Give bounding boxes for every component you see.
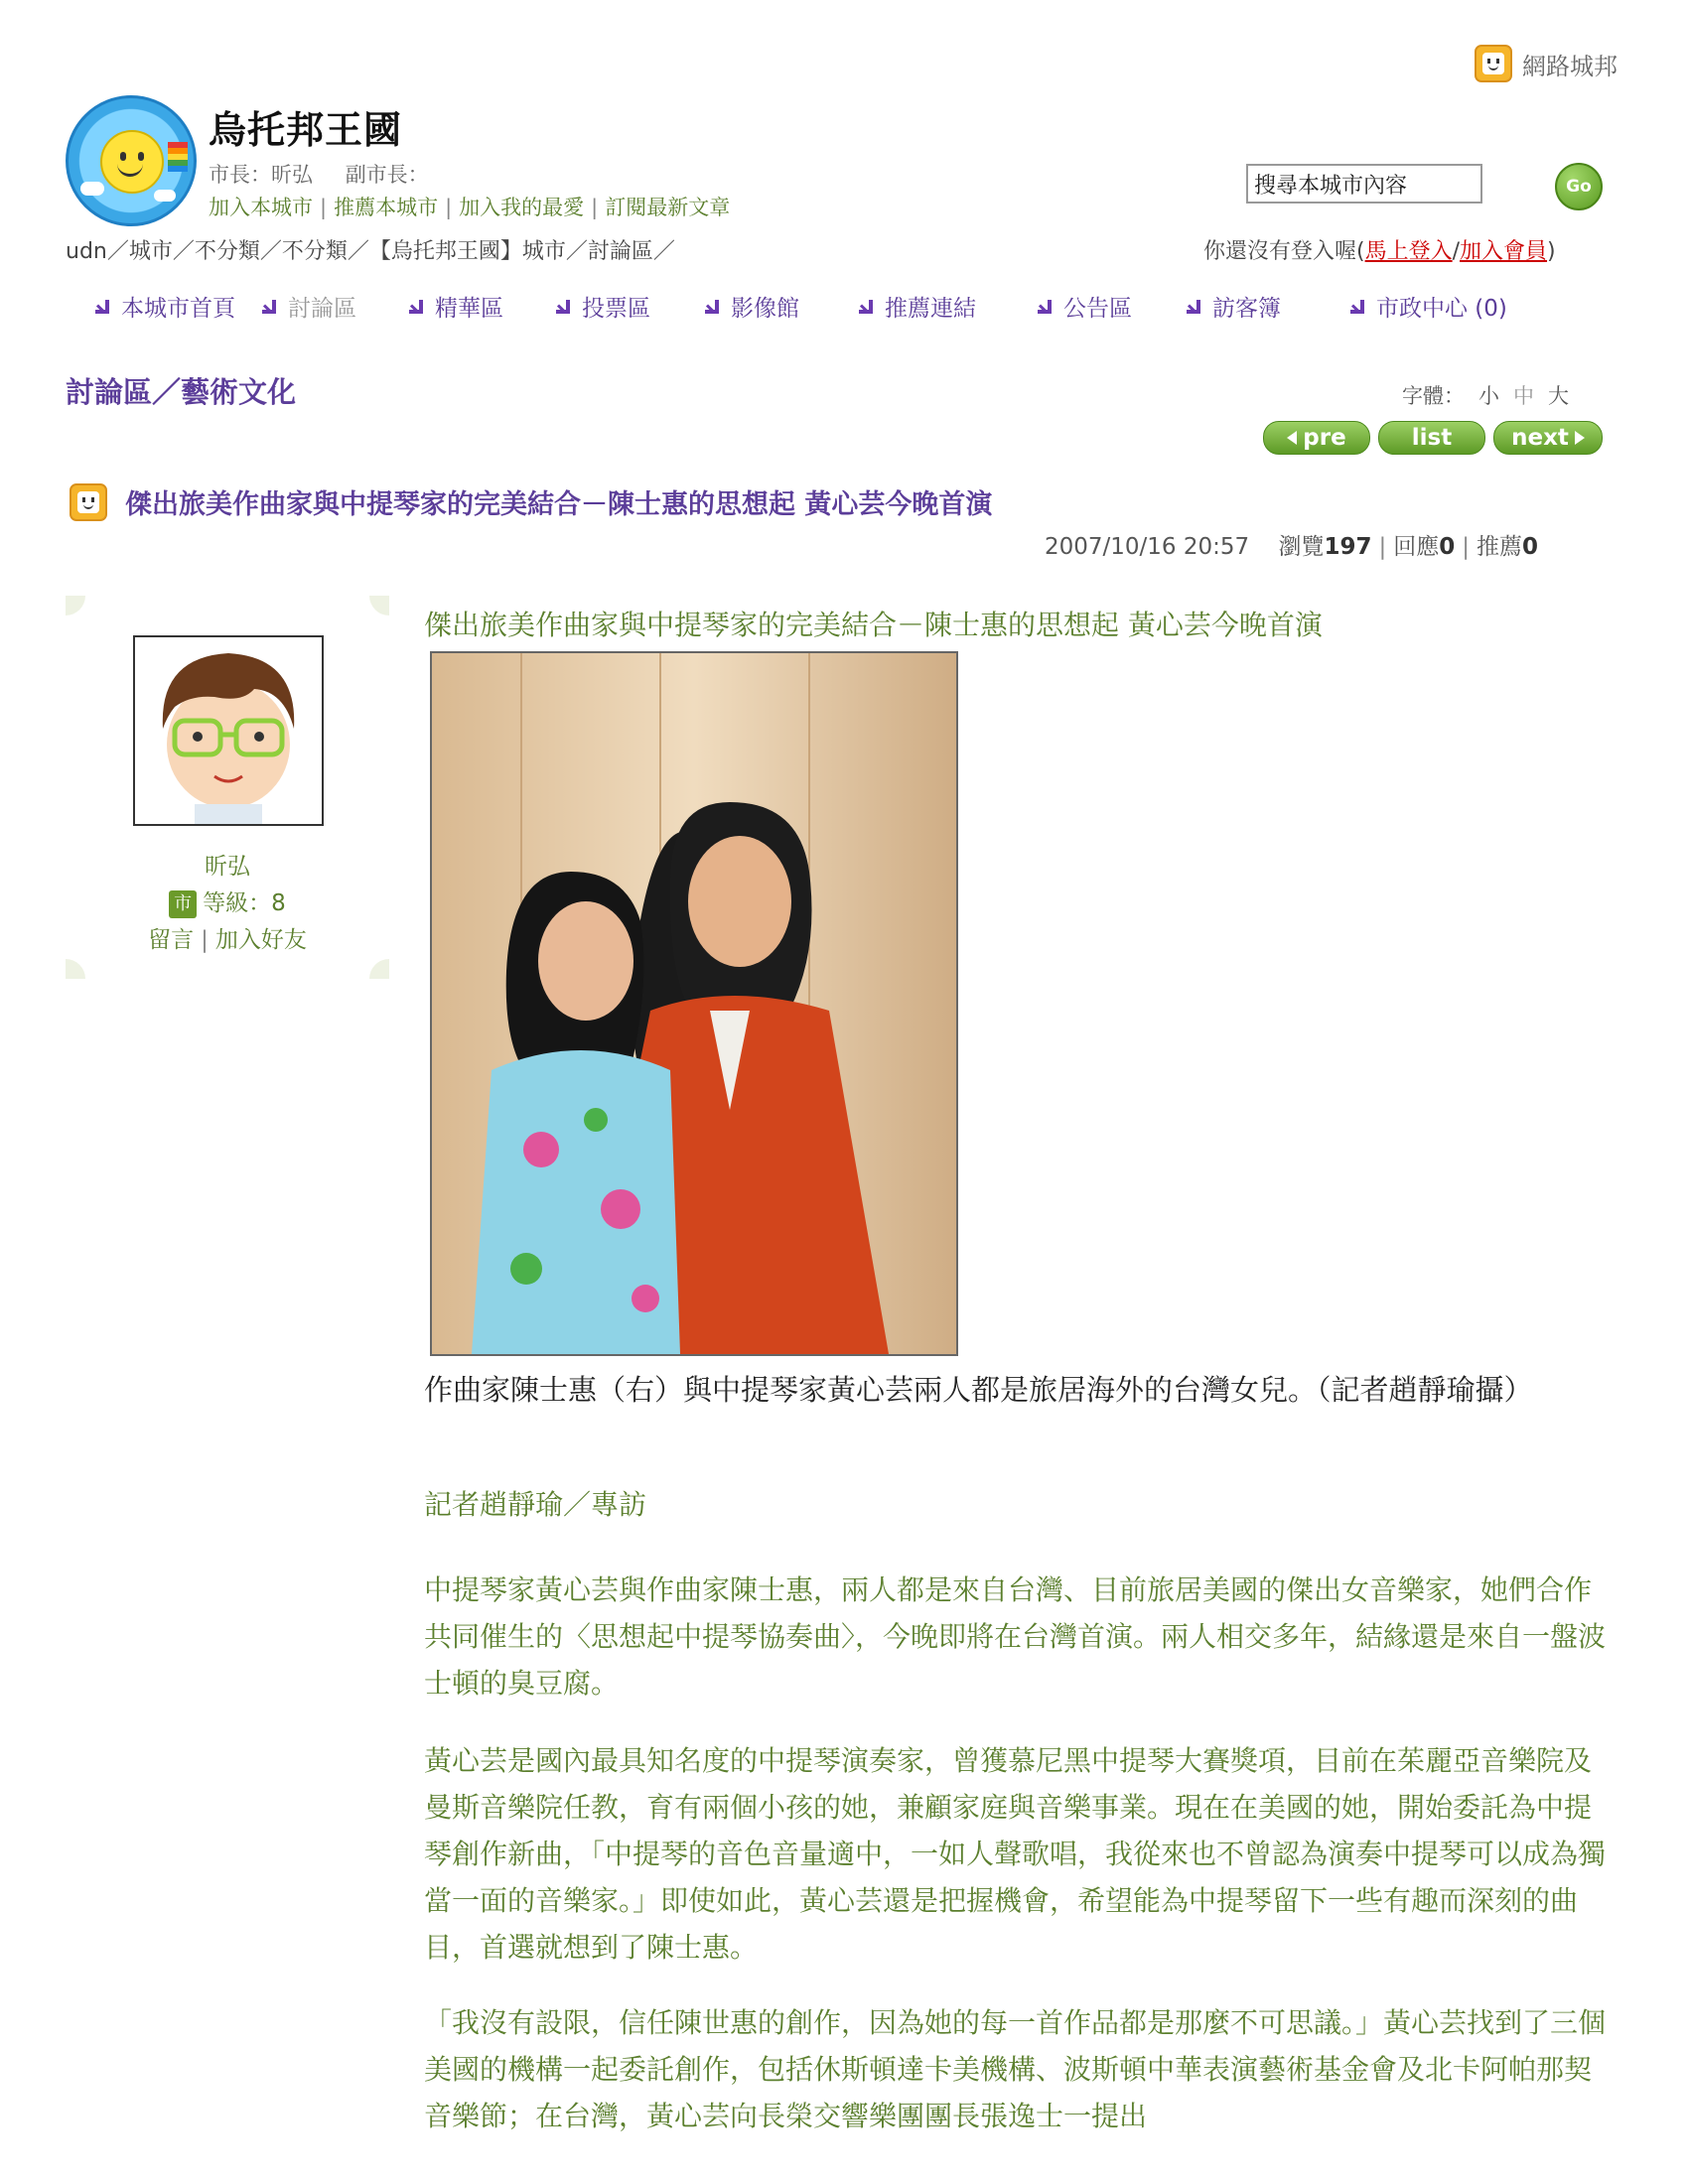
recommend-count: 0 (1522, 534, 1539, 560)
nav-label: 本城市首頁 (121, 296, 235, 322)
join-city-link[interactable]: 加入本城市 (209, 196, 313, 219)
font-size-selector (1402, 380, 1569, 410)
message-link[interactable]: 留言 (148, 927, 195, 953)
city-logo[interactable] (66, 95, 197, 226)
nav-label: 推薦連結 (885, 296, 976, 322)
mayor-label: 市長：昕弘 (209, 163, 313, 187)
city-links: 加入本城市 | 推薦本城市 | 加入我的最愛 | 訂閱最新文章 (209, 196, 731, 219)
mayor-info (209, 159, 455, 189)
list-label: list (1411, 425, 1453, 451)
font-size-label: 字體： (1402, 384, 1465, 408)
recommend-city-link[interactable]: 推薦本城市 (334, 196, 439, 219)
replies-label: 回應 (1393, 534, 1440, 560)
article-header (70, 482, 992, 521)
nav-label: 影像館 (731, 296, 799, 322)
right-arrow-icon (1575, 431, 1585, 445)
author-panel (66, 596, 389, 979)
arrow-icon (95, 300, 109, 314)
arrow-icon (1038, 300, 1052, 314)
pre-label: pre (1303, 425, 1346, 451)
breadcrumb: udn／城市／不分類／不分類／【烏托邦王國】城市／討論區／ (66, 239, 675, 264)
login-suffix: ) (1547, 239, 1556, 264)
login-prompt (1203, 234, 1556, 265)
search-input[interactable] (1246, 164, 1482, 204)
add-favorite-link[interactable]: 加入我的最愛 (459, 196, 585, 219)
article-paragraph: 中提琴家黃心芸與作曲家陳士惠，兩人都是來自台灣、目前旅居美國的傑出女音樂家，她們合作共同催生的〈思想起中提琴協奏曲〉，今晚即將在台灣首演。兩人相交多年，結緣還是來自一盤波士頓的臭豆腐。 (424, 1573, 1607, 1700)
nav-admin-center[interactable] (1350, 290, 1549, 323)
nav-label: 精華區 (435, 296, 503, 322)
recommend-label: 推薦 (1477, 534, 1523, 560)
article-title: 傑出旅美作曲家與中提琴家的完美結合－陳士惠的思想起 黃心芸今晚首演 (125, 489, 993, 520)
join-member-link[interactable]: 加入會員 (1460, 239, 1548, 264)
nav-announcements[interactable] (1038, 290, 1187, 323)
login-prefix: 你還沒有登入喔( (1203, 239, 1365, 264)
nav-label: 市政中心 (0) (1376, 296, 1507, 322)
city-title[interactable]: 烏托邦王國 (209, 108, 403, 152)
article-paragraph: 黃心芸是國內最具知名度的中提琴演奏家，曾獲慕尼黑中提琴大賽獎項，目前在茱麗亞音樂院及曼斯音樂院任教，育有兩個小孩的她，兼顧家庭與音樂事業。現在在美國的她，開始委託為中提琴創作新曲，「中提琴的音色音量適中，一如人聲歌唱，我從來也不曾認為演奏中提琴可以成為獨當一面的音樂家。」即使如此，黃心芸還是把握機會，希望能為中提琴留下一些有趣而深刻的曲目，首選就想到了陳士惠。 (424, 1744, 1607, 1964)
content-title: 傑出旅美作曲家與中提琴家的完美結合－陳士惠的思想起 黃心芸今晚首演 (424, 609, 1323, 641)
nav-links[interactable] (859, 290, 1038, 323)
nav-label: 討論區 (288, 296, 356, 322)
add-friend-link[interactable]: 加入好友 (214, 927, 307, 953)
arrow-icon (409, 300, 423, 314)
article-paragraph: 「我沒有設限，信任陳世惠的創作，因為她的每一首作品都是那麼不可思議。」黃心芸找到了三個美國的機構一起委託創作，包括休斯頓達卡美機構、波斯頓中華表演藝術基金會及北卡阿帕那契音樂節；在台灣，黃心芸向長榮交響樂團團長張逸士一提出 (424, 2006, 1607, 2132)
arrow-icon (262, 300, 276, 314)
level-label: 等級：8 (203, 890, 286, 916)
arrow-icon (1187, 300, 1200, 314)
nav-forum[interactable] (262, 290, 409, 323)
article-photo (430, 651, 958, 1356)
smiley-icon (70, 483, 107, 521)
city-nav (95, 290, 1624, 323)
arrow-icon (705, 300, 719, 314)
byline: 記者趙靜瑜／專訪 (424, 1488, 647, 1521)
author-level (66, 885, 389, 918)
go-button[interactable]: Go (1555, 163, 1603, 210)
font-small-option[interactable]: 小 (1478, 384, 1499, 408)
next-button[interactable] (1493, 421, 1603, 455)
author-name[interactable]: 昕弘 (205, 854, 250, 880)
left-arrow-icon (1287, 431, 1297, 445)
nav-featured[interactable] (409, 290, 556, 323)
article-meta: 2007/10/16 20:57 瀏覽197 | 回應0 | 推薦0 (1045, 534, 1539, 560)
font-large-option[interactable]: 大 (1548, 384, 1569, 408)
avatar[interactable] (133, 635, 324, 826)
nav-label: 訪客簿 (1212, 296, 1281, 322)
login-slash: / (1452, 239, 1461, 264)
city-badge-icon: 市 (169, 890, 197, 918)
views-count: 197 (1324, 534, 1372, 560)
list-button[interactable] (1378, 421, 1485, 455)
pager (1263, 421, 1603, 455)
font-medium-option[interactable]: 中 (1513, 384, 1534, 408)
subscribe-link[interactable]: 訂閱最新文章 (605, 196, 731, 219)
nav-label: 公告區 (1063, 296, 1132, 322)
arrow-icon (859, 300, 873, 314)
arrow-icon (556, 300, 570, 314)
nav-home[interactable] (95, 290, 262, 323)
vice-mayor-label: 副市長： (345, 163, 429, 187)
nav-vote[interactable] (556, 290, 705, 323)
arrow-icon (1350, 300, 1364, 314)
login-link[interactable]: 馬上登入 (1364, 239, 1453, 264)
portal-label: 網路城邦 (1522, 52, 1618, 80)
author-actions: 留言 | 加入好友 (148, 927, 307, 953)
section-title: 討論區／藝術文化 (66, 375, 297, 409)
replies-count: 0 (1439, 534, 1456, 560)
next-label: next (1511, 425, 1569, 451)
pre-button[interactable] (1263, 421, 1370, 455)
photo-caption: 作曲家陳士惠（右）與中提琴家黃心芸兩人都是旅居海外的台灣女兒。（記者趙靜瑜攝） (424, 1373, 1533, 1407)
smiley-icon (1475, 45, 1512, 82)
views-label: 瀏覽 (1278, 534, 1325, 560)
nav-gallery[interactable] (705, 290, 859, 323)
article-datetime: 2007/10/16 20:57 (1045, 534, 1250, 560)
portal-link[interactable] (1475, 45, 1618, 82)
nav-label: 投票區 (582, 296, 650, 322)
nav-guestbook[interactable] (1187, 290, 1350, 323)
